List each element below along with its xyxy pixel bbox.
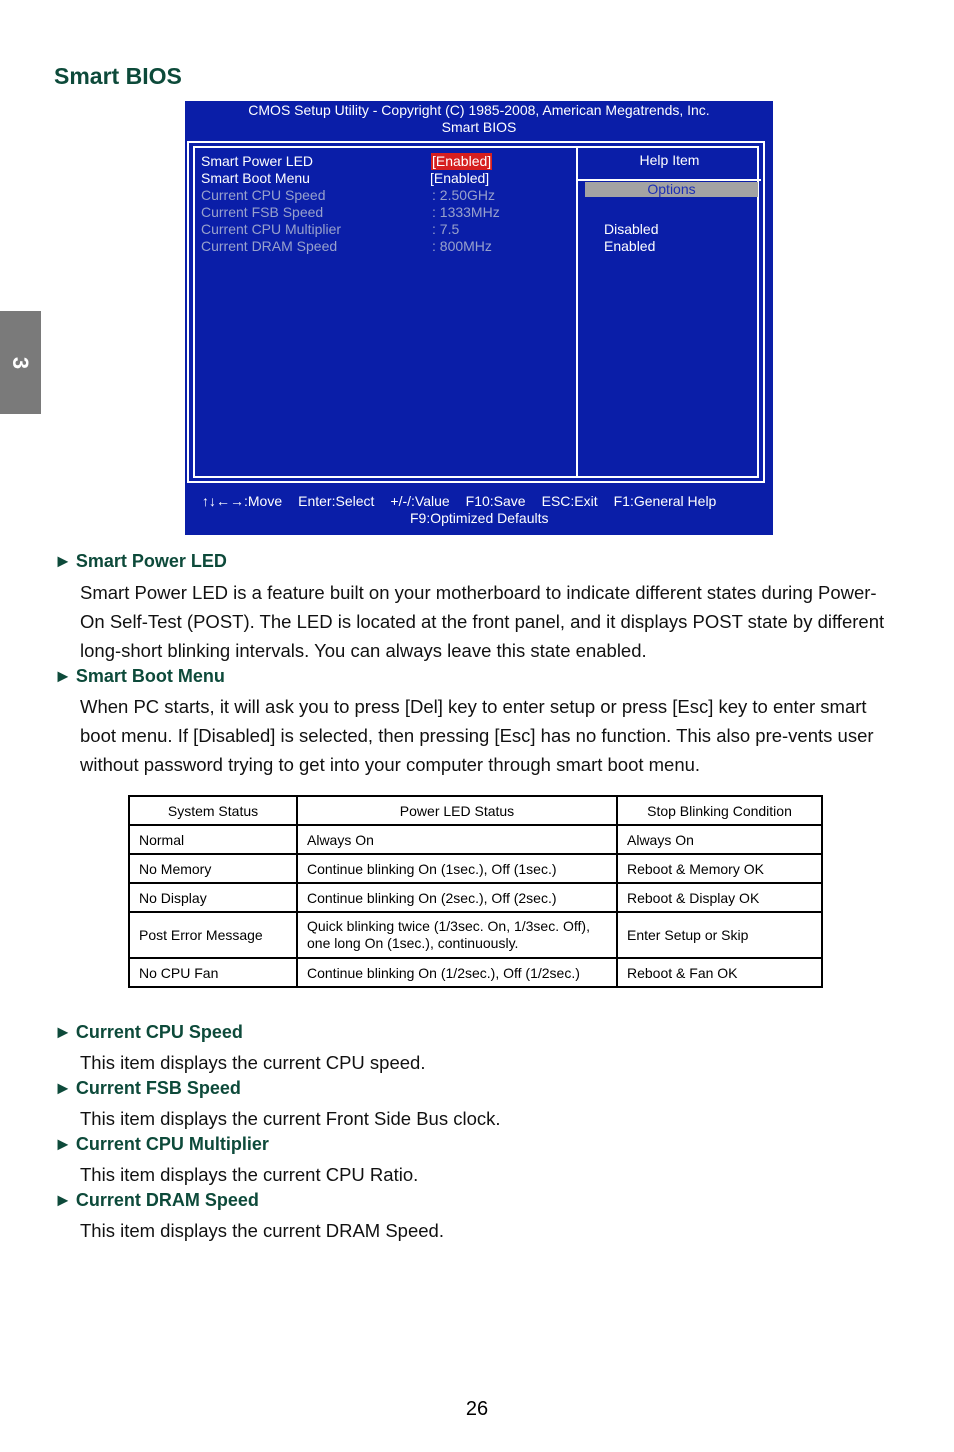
bios-item-label: Current CPU Multiplier — [201, 221, 342, 237]
section-title-cpu-multiplier — [54, 1134, 269, 1155]
page-title: Smart BIOS — [54, 63, 182, 89]
table-header-row — [129, 796, 822, 825]
table-cell: Continue blinking On (1sec.), Off (1sec.) — [297, 854, 617, 883]
table-row — [129, 912, 822, 958]
table-cell: Always On — [617, 825, 822, 854]
page-number: 26 — [465, 1398, 489, 1420]
section-title-text: Current DRAM Speed — [75, 1190, 259, 1210]
table-cell: No CPU Fan — [129, 958, 297, 987]
section-title-text: Current CPU Speed — [75, 1022, 243, 1042]
bios-inner-frame — [193, 146, 759, 478]
table-header: Stop Blinking Condition — [617, 796, 822, 825]
bios-item-label: Current CPU Speed — [201, 187, 326, 203]
bios-divider — [576, 148, 578, 476]
section-title-cpu-speed — [54, 1022, 243, 1043]
table-cell: Post Error Message — [129, 912, 297, 958]
table-cell: Normal — [129, 825, 297, 854]
bios-item-label: Current FSB Speed — [201, 204, 324, 220]
chapter-number: 3 — [8, 356, 34, 369]
section-title-smart-power-led — [54, 551, 227, 572]
key-exit: ESC:Exit — [541, 493, 598, 509]
table-row — [129, 854, 822, 883]
section-body-smart-boot-menu: When PC starts, it will ask you to press [Del] key to enter setup or press [Esc] key to enter smart boot menu. If [Disabled] is selected, then pressing [Esc] has no function. This also pre-vents user without password trying to get into your computer through smart boot menu. — [80, 696, 874, 775]
arrow-icon: ► — [54, 1134, 72, 1154]
section-body-dram-speed: This item displays the current DRAM Speed. — [80, 1220, 444, 1241]
option-disabled[interactable]: Disabled — [604, 221, 659, 237]
section-body-cpu-speed: This item displays the current CPU speed. — [80, 1052, 426, 1073]
table-row — [129, 825, 822, 854]
bios-item-value: : 800MHz — [432, 238, 492, 254]
bios-item-value-selected[interactable]: [Enabled] — [432, 153, 492, 169]
table-row — [129, 958, 822, 987]
section-title-text: Current CPU Multiplier — [75, 1134, 269, 1154]
section-title-smart-boot-menu — [54, 666, 225, 687]
option-enabled[interactable]: Enabled — [604, 238, 656, 254]
bios-menu-title: Smart BIOS — [441, 119, 517, 135]
bios-item-label: Current DRAM Speed — [201, 238, 338, 254]
arrow-icon: ► — [54, 666, 72, 686]
bios-item-value: : 1333MHz — [432, 204, 500, 220]
bios-item-value: : 2.50GHz — [432, 187, 496, 203]
bios-key-legend — [202, 493, 716, 510]
table-cell: Reboot & Display OK — [617, 883, 822, 912]
key-move: ↑↓←→:Move — [202, 493, 283, 509]
bios-item-value[interactable]: [Enabled] — [430, 170, 490, 186]
table-cell: Continue blinking On (1/2sec.), Off (1/2sec.) — [297, 958, 617, 987]
bios-item-label: Smart Boot Menu — [201, 170, 310, 186]
bios-frame — [187, 141, 765, 483]
section-title-text: Current FSB Speed — [75, 1078, 241, 1098]
bios-screenshot — [185, 101, 773, 535]
bios-copyright: CMOS Setup Utility - Copyright (C) 1985-2008, American Megatrends, Inc. — [248, 102, 710, 118]
key-value: +/-/:Value — [390, 493, 450, 509]
section-title-dram-speed — [54, 1190, 259, 1211]
table-cell: Quick blinking twice (1/3sec. On, 1/3sec. Off), one long On (1sec.), continuously. — [297, 912, 617, 958]
section-body-cpu-multiplier: This item displays the current CPU Ratio. — [80, 1164, 419, 1185]
key-select: Enter:Select — [298, 493, 375, 509]
section-body-fsb-speed: This item displays the current Front Side Bus clock. — [80, 1108, 501, 1129]
section-title-fsb-speed — [54, 1078, 241, 1099]
section-body-smart-power-led: Smart Power LED is a feature built on your motherboard to indicate different states during Power-On Self-Test (POST). The LED is located at the front panel, and it displays POST state by different long-short blinking intervals. You can always leave this state enabled. — [80, 582, 885, 661]
bios-item-label: Smart Power LED — [201, 153, 314, 169]
arrow-icon: ► — [54, 551, 72, 571]
table-cell: Reboot & Memory OK — [617, 854, 822, 883]
table-header: Power LED Status — [297, 796, 617, 825]
table-header: System Status — [129, 796, 297, 825]
table-cell: Enter Setup or Skip — [617, 912, 822, 958]
table-cell: No Memory — [129, 854, 297, 883]
table-cell: No Display — [129, 883, 297, 912]
table-cell: Continue blinking On (2sec.), Off (2sec.) — [297, 883, 617, 912]
bios-item-value: : 7.5 — [432, 221, 460, 237]
help-item-title: Help Item — [639, 152, 700, 168]
key-defaults: F9:Optimized Defaults — [410, 510, 549, 526]
arrow-icon: ► — [54, 1078, 72, 1098]
chapter-tab — [0, 311, 41, 414]
section-title-text: Smart Power LED — [75, 551, 227, 571]
bios-header — [185, 101, 773, 136]
section-title-text: Smart Boot Menu — [75, 666, 225, 686]
arrow-icon: ► — [54, 1022, 72, 1042]
key-help: F1:General Help — [613, 493, 717, 509]
table-cell: Always On — [297, 825, 617, 854]
led-status-table — [128, 795, 823, 988]
key-save: F10:Save — [465, 493, 526, 509]
options-bar: Options — [585, 182, 758, 197]
arrow-icon: ► — [54, 1190, 72, 1210]
table-cell: Reboot & Fan OK — [617, 958, 822, 987]
table-row — [129, 883, 822, 912]
